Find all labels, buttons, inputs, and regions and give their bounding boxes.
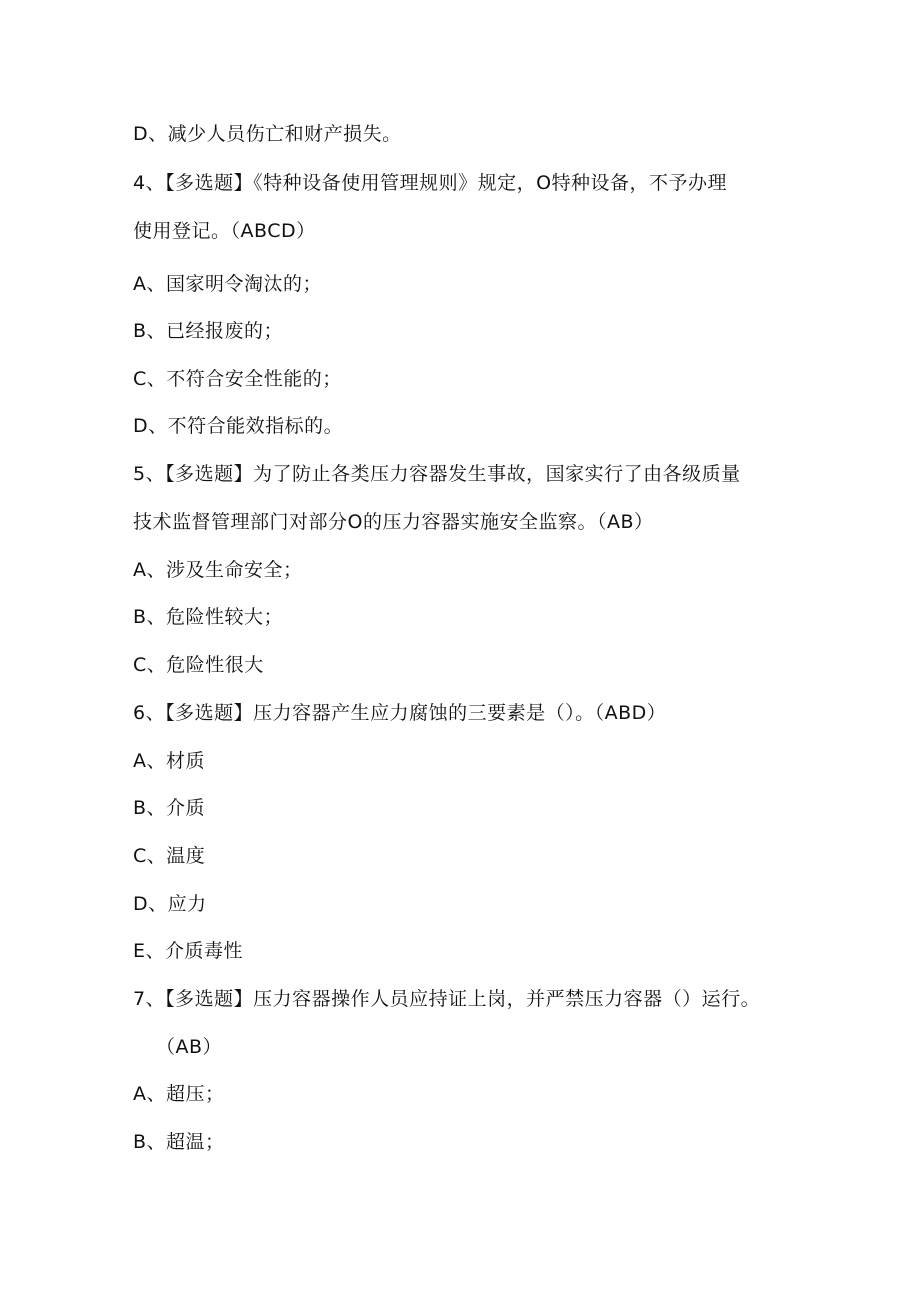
q5-stem-line-2: 技术监督管理部门对部分O的压力容器实施安全监察。（AB） <box>133 511 654 533</box>
q6-stem: 6、【多选题】压力容器产生应力腐蚀的三要素是（）。（ABD） <box>133 702 667 724</box>
q7-option-b: B、超温； <box>133 1131 225 1153</box>
q4-option-a: A、国家明令淘汰的； <box>133 273 322 295</box>
q7-stem-line-2: （AB） <box>156 1036 223 1058</box>
q6-option-b: B、介质 <box>133 797 206 819</box>
q4-stem-line-2: 使用登记。（ABCD） <box>133 220 316 242</box>
q4-option-d: D、不符合能效指标的。 <box>133 415 344 437</box>
q6-option-d: D、应力 <box>133 893 207 915</box>
q6-option-c: C、温度 <box>133 845 206 867</box>
q4-option-b: B、已经报废的； <box>133 320 284 342</box>
q5-option-b: B、危险性较大； <box>133 606 284 628</box>
q5-stem-line-1: 5、【多选题】为了防止各类压力容器发生事故，国家实行了由各级质量 <box>133 463 741 485</box>
q4-stem-line-1: 4、【多选题】《特种设备使用管理规则》规定，O特种设备，不予办理 <box>133 172 728 194</box>
q5-option-c: C、危险性很大 <box>133 654 264 676</box>
q3-option-d: D、减少人员伤亡和财产损失。 <box>133 123 402 145</box>
q7-stem-line-1: 7、【多选题】压力容器操作人员应持证上岗，并严禁压力容器（）运行。 <box>133 988 761 1010</box>
q6-option-a: A、材质 <box>133 750 205 772</box>
q7-option-a: A、超压； <box>133 1083 225 1105</box>
q4-option-c: C、不符合安全性能的； <box>133 368 342 390</box>
q5-option-a: A、涉及生命安全； <box>133 559 303 581</box>
q6-option-e: E、介质毒性 <box>133 940 244 962</box>
